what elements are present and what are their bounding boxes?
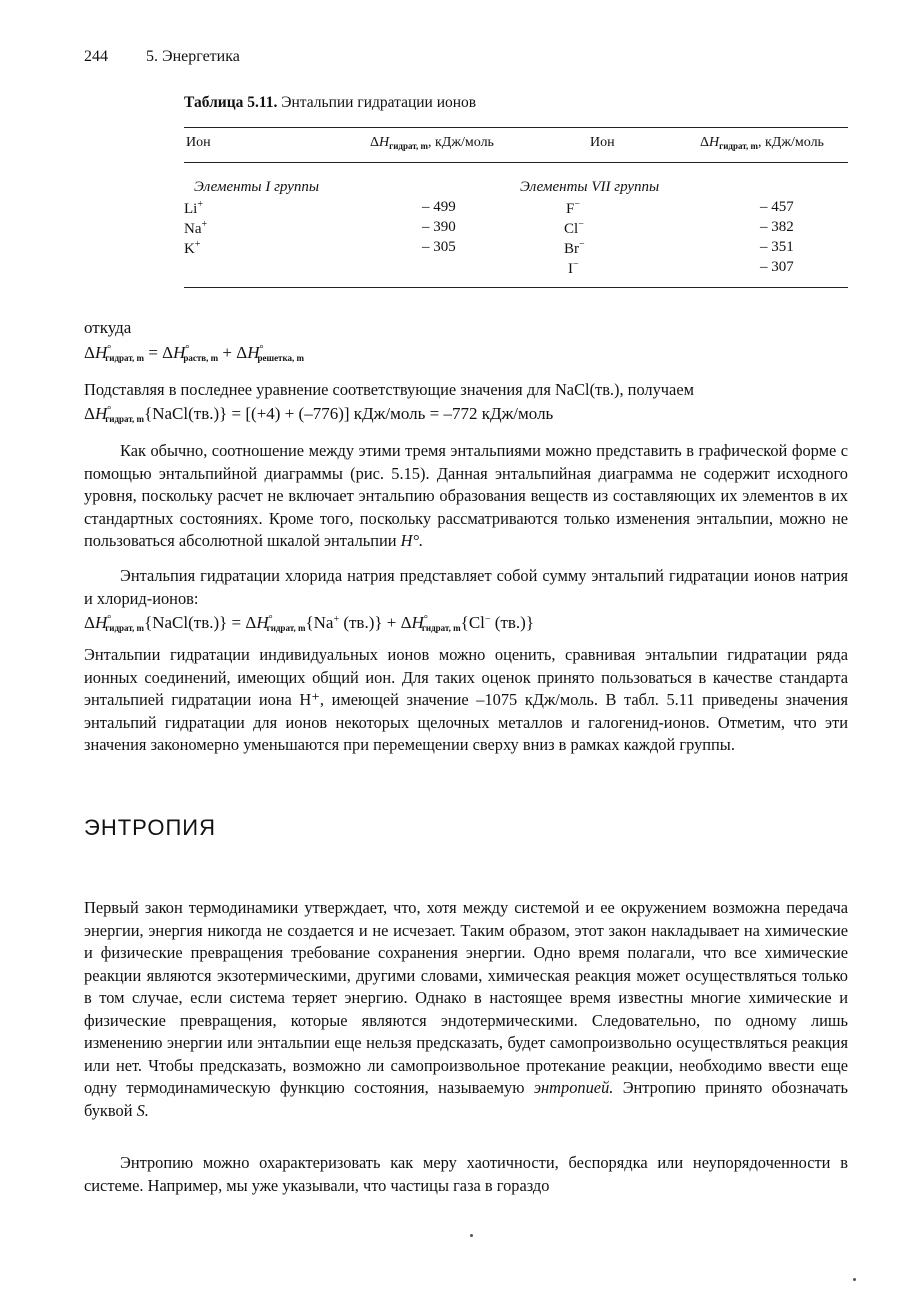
column-header-dh-2: $\Delta H_{гидрат, m}$, кДж/моль bbox=[700, 135, 824, 151]
paragraph-individual-ions: Энтальпии гидратации индивидуальных ионов можно оценить, сравнивая энтальпии гидратации ряда ионных соединений, имеющих общий ион. Для таких оценок принято пользоваться в качестве стандарта энтальпией гидратации иона H⁺, имеющей значение –1075 кДж/моль. В табл. 5.11 приведены значения энтальпий гидратации для ионов некоторых щелочных металлов и галогенид-ионов. Отметим, что эти значения закономерно уменьшаются при перемещении сверху вниз в рамках каждой группы. bbox=[84, 645, 848, 754]
eq3-arg2b: (тв.)} + bbox=[339, 613, 397, 632]
table-cell-ion: I− bbox=[568, 259, 579, 277]
equation-hydration-sum: $\Delta H^\circ_{гидрат, m} = \Delta H^\circ_{раств, m} + \Delta H^\circ_{решетка, m}$ bbox=[84, 343, 305, 363]
eq2-sub-hydr: гидрат, m bbox=[105, 414, 145, 424]
group-7-label: Элементы VII группы bbox=[520, 179, 660, 195]
ion-br: Br bbox=[564, 241, 579, 257]
eq1-sub-solv: раств, m bbox=[183, 353, 219, 363]
table-cell-value: – 457 bbox=[760, 199, 794, 215]
section-heading-entropy: ЭНТРОПИЯ bbox=[84, 815, 216, 840]
eq3-sub-1: гидрат, m bbox=[105, 623, 145, 633]
table-cell-value: – 307 bbox=[760, 259, 794, 275]
para1-body: Как обычно, соотношение между этими тремя энтальпиями можно представить в графической форме с помощью энтальпийной диаграммы (рис. 5.15). Данная энтальпийная диаграмма не содержит исходного уровня, поскольку расчет не включает энтальпию образования веществ из составляющих их элементов в их стандартных состояниях. Кроме того, поскольку рассматриваются только изменения энтальпии, можно не пользоваться абсолютной шкалой энтальпии bbox=[84, 441, 848, 550]
column-header-ion-2: Ион bbox=[590, 135, 615, 150]
page-number: 244 bbox=[84, 48, 108, 65]
chapter-title: 5. Энергетика bbox=[146, 48, 240, 65]
table-caption-label: Таблица 5.11. bbox=[184, 94, 278, 111]
eq3-arg1: {NaCl(тв.)} = bbox=[144, 613, 242, 632]
column-header-dh-1: $\Delta H_{гидрат, m}$, кДж/моль bbox=[370, 135, 494, 151]
ion-i: I bbox=[568, 261, 573, 277]
ion-li: Li bbox=[184, 201, 198, 217]
eq3-arg3: {Cl bbox=[460, 613, 485, 632]
table-bottom-rule bbox=[184, 287, 848, 288]
eq3-arg3b: (тв.)} bbox=[490, 613, 534, 632]
table-cell-ion: Li+ bbox=[184, 199, 203, 217]
dh-unit: , кДж/моль bbox=[427, 135, 494, 150]
equation-nacl-value: $\Delta H^\circ_{гидрат, m}\{NaCl(тв.)\} = [(+4) + (-776)]$ кДж/моль = –772 кДж/моль bbox=[84, 404, 554, 424]
dh-unit-2: , кДж/моль bbox=[757, 135, 824, 150]
para4-tail: Энтропию принято обозначать буквой bbox=[84, 1078, 848, 1120]
table-top-rule bbox=[184, 127, 848, 128]
text-substituting: Подставляя в последнее уравнение соответствующие значения для NaCl(тв.), получаем bbox=[84, 380, 694, 399]
table-cell-value: – 351 bbox=[760, 239, 794, 255]
table-cell-ion: Br− bbox=[564, 239, 585, 257]
para4-symbol: S. bbox=[136, 1100, 149, 1120]
para4-term-entropy: энтропией. bbox=[533, 1078, 614, 1097]
column-header-ion-1: Ион bbox=[186, 135, 211, 150]
scan-speck bbox=[853, 1278, 856, 1281]
table-cell-ion: K+ bbox=[184, 239, 201, 257]
eq1-sub-lattice: решетка, m bbox=[257, 353, 305, 363]
eq3-arg2: {Na bbox=[305, 613, 334, 632]
table-cell-value: – 390 bbox=[422, 219, 456, 235]
table-caption-text: Энтальпии гидратации ионов bbox=[281, 94, 477, 111]
paragraph-entropy-disorder: Энтропию можно охарактеризовать как меру хаотичности, беспорядка или неупорядоченности в системе. Например, мы уже указывали, что частицы газа в гораздо bbox=[84, 1153, 848, 1195]
table-cell-value: – 305 bbox=[422, 239, 456, 255]
eq1-sub-hydr: гидрат, m bbox=[105, 353, 145, 363]
table-cell-ion: Na+ bbox=[184, 219, 208, 237]
eq2-arg: {NaCl(тв.)} bbox=[144, 404, 228, 423]
table-caption bbox=[184, 94, 476, 112]
table-cell-value: – 499 bbox=[422, 199, 456, 215]
para1-symbol: H°. bbox=[400, 531, 424, 550]
group-1-label: Элементы I группы bbox=[194, 179, 320, 195]
paragraph-first-law bbox=[84, 897, 848, 1122]
ion-k: K bbox=[184, 241, 195, 257]
text-otkuda: откуда bbox=[84, 318, 132, 337]
eq3-sub-2: гидрат, m bbox=[266, 623, 306, 633]
ion-cl: Cl bbox=[564, 221, 579, 237]
equation-ion-sum: $\Delta H^\circ_{гидрат, m}\{NaCl(тв.)\} = \Delta H^\circ_{гидрат, m}\{Na^+$ $(тв.)\} + \Delta H^\circ_{гидрат, m}\{Cl^-$ (тв.)} bbox=[84, 613, 534, 633]
para4-body: Первый закон термодинамики утверждает, что, хотя между системой и ее окружением возможна передача энергии, энергия никогда не создается и не исчезает. Таким образом, этот закон накладывает на химические и физические превращения требование сохранения энергии. Одно время полагали, что все химические реакции являются экзотермическими, другими словами, химическая реакция может осуществляться только в том случае, если система теряет энергию. Однако в настоящее время известны многие химические и физические превращения, которые являются эндотермическими. Следовательно, по одному лишь изменению энергии или энтальпии еще нельзя предсказать, будет самопроизвольно осуществляться реакция или нет. Чтобы предсказать, возможно ли самопроизвольное протекание реакции, необходимо ввести еще одну термодинамическую функцию состояния, называемую bbox=[84, 898, 848, 1097]
table-header-rule bbox=[184, 162, 848, 163]
ion-na: Na bbox=[184, 221, 202, 237]
paragraph-nacl-hydration: Энтальпия гидратации хлорида натрия представляет собой сумму энтальпий гидратации ионов натрия и хлорид-ионов: bbox=[84, 566, 848, 608]
scan-speck bbox=[470, 1234, 473, 1237]
dh-subscript: гидрат, m bbox=[389, 141, 428, 151]
table-cell-ion: Cl− bbox=[564, 219, 584, 237]
table-cell-value: – 382 bbox=[760, 219, 794, 235]
paragraph-enthalpy-diagram bbox=[84, 440, 848, 553]
table-cell-ion: F− bbox=[566, 199, 580, 217]
eq2-rhs: = [(+4) + (–776)] кДж/моль = –772 кДж/моль bbox=[231, 404, 554, 423]
ion-f: F bbox=[566, 201, 575, 217]
running-header bbox=[84, 48, 240, 66]
dh-subscript-2: гидрат, m bbox=[719, 141, 758, 151]
eq3-sub-3: гидрат, m bbox=[421, 623, 461, 633]
